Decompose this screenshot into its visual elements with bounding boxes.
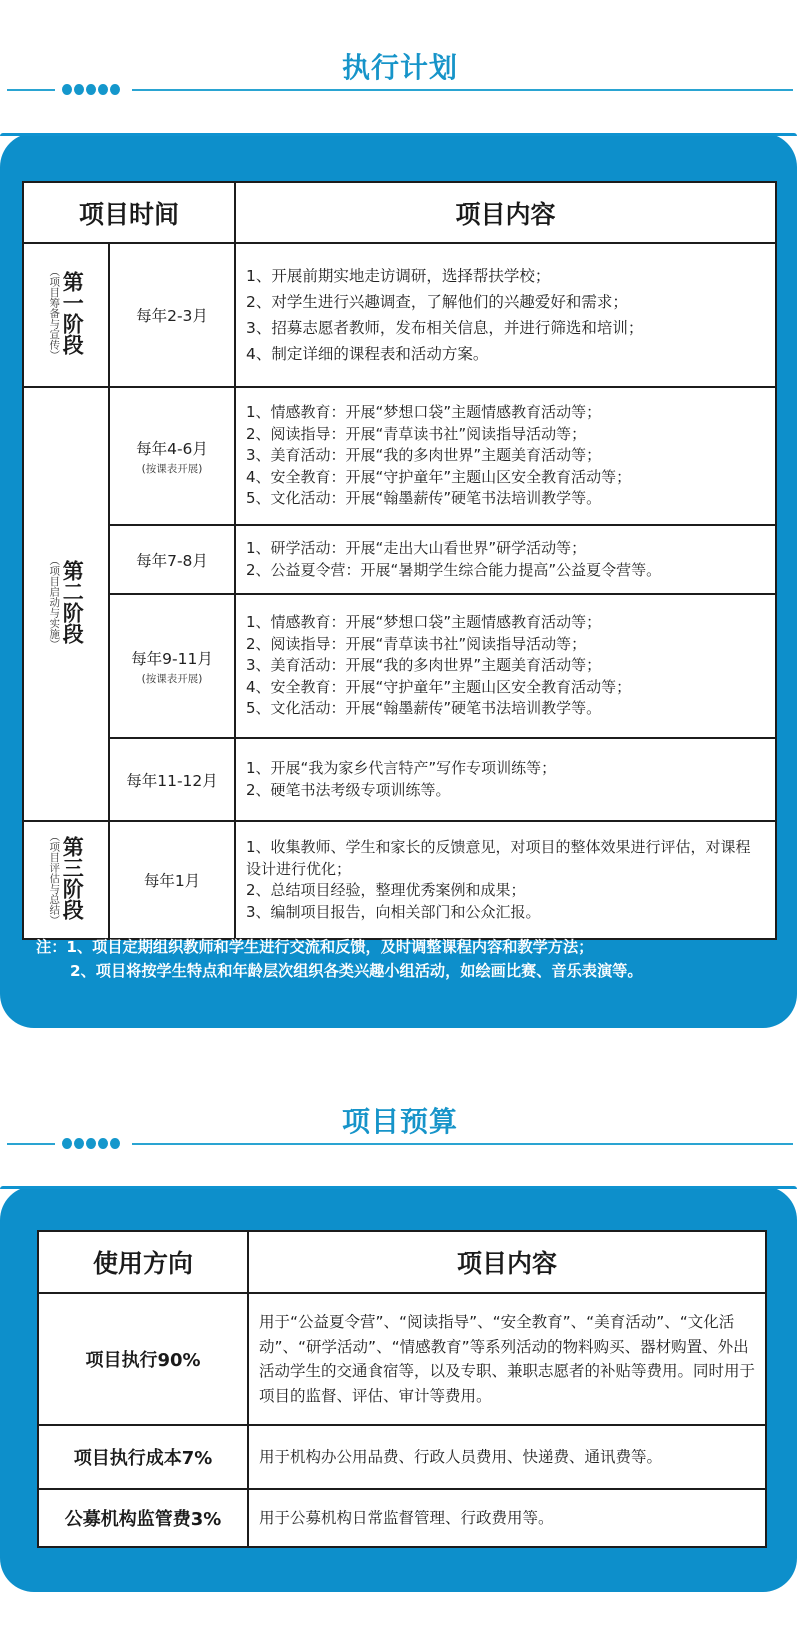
budget-table [37, 1230, 767, 1548]
time-label: 每年4-6月 [136, 439, 208, 458]
time-cell [109, 738, 235, 821]
time-cell [109, 594, 235, 738]
stage-subtitle: （项目启动与实施） [48, 554, 61, 650]
content-item: 2、阅读指导：开展“青草读书社”阅读指导活动等； [246, 424, 587, 443]
header-project-content: 项目内容 [235, 182, 776, 243]
content-item: 2、阅读指导：开展“青草读书社”阅读指导活动等； [246, 634, 587, 653]
table-row [23, 387, 776, 525]
note-1: 注：1、项目定期组织教师和学生进行交流和反馈，及时调整课程内容和教学方法； [36, 938, 594, 956]
content-item: 1、研学活动：开展“走出大山看世界”研学活动等； [246, 539, 587, 557]
stage-cell-3 [23, 821, 109, 939]
stage-name: 第二阶段 [60, 560, 85, 644]
content-item: 1、收集教师、学生和家长的反馈意见，对项目的整体效果进行评估，对课程设计进行优化； [246, 838, 751, 878]
budget-description: 用于“公益夏令营”、“阅读指导”、“安全教育”、“美育活动”、“文化活动”、“研学活动”、“情感教育”等系列活动的物料购买、器材购置、外出活动学生的交通食宿等，以及专职、兼职志愿者的补贴等费用。同时用于项目的监督、评估、审计等费用。 [248, 1293, 766, 1425]
stage-cell-1 [23, 243, 109, 387]
content-item: 5、文化活动：开展“翰墨薪传”硬笔书法培训教学等。 [246, 489, 602, 508]
content-item: 3、招募志愿者教师，发布相关信息，并进行筛选和培训； [246, 319, 644, 337]
table-row [38, 1293, 766, 1425]
divider-line-right [132, 89, 793, 91]
time-label: 每年1月 [143, 872, 201, 890]
time-label: 每年2-3月 [136, 307, 208, 325]
content-item: 3、美育活动：开展“我的多肉世界”主题美育活动等； [246, 656, 602, 675]
table-row [23, 821, 776, 939]
table-row [23, 525, 776, 594]
content-item: 4、安全教育：开展“守护童年”主题山区安全教育活动等； [246, 467, 632, 486]
content-cell [235, 387, 776, 525]
plan-title-divider [0, 84, 800, 96]
content-item: 1、情感教育：开展“梦想口袋”主题情感教育活动等； [246, 613, 602, 632]
plan-section-title: 执行计划 [341, 51, 458, 84]
content-cell [235, 738, 776, 821]
header-project-time: 项目时间 [23, 182, 235, 243]
time-cell [109, 525, 235, 594]
time-cell [109, 387, 235, 525]
content-item: 3、美育活动：开展“我的多肉世界”主题美育活动等； [246, 446, 602, 465]
content-cell [235, 243, 776, 387]
stage-subtitle: （项目评估与总结） [48, 830, 61, 926]
table-row [38, 1425, 766, 1489]
budget-table-header-row [38, 1231, 766, 1293]
divider-dots-icon [62, 1138, 120, 1149]
table-row [23, 594, 776, 738]
content-item: 1、情感教育：开展“梦想口袋”主题情感教育活动等； [246, 403, 602, 422]
content-item: 1、开展前期实地走访调研，选择帮扶学校； [246, 267, 551, 285]
content-item: 1、开展“我为家乡代言特产”写作专项训练等； [246, 759, 557, 777]
plan-notes [36, 935, 643, 983]
plan-table [22, 181, 777, 940]
content-item: 5、文化活动：开展“翰墨薪传”硬笔书法培训教学等。 [246, 699, 602, 718]
note-2: 2、项目将按学生特点和年龄层次组织各类兴趣小组活动，如绘画比赛、音乐表演等。 [70, 962, 643, 980]
stage-subtitle: （项目筹备与宣传） [48, 265, 61, 361]
table-row [23, 243, 776, 387]
header-usage-direction: 使用方向 [38, 1231, 248, 1293]
content-item: 2、硬笔书法考级专项训练等。 [246, 780, 451, 799]
stage-name: 第一阶段 [60, 271, 85, 355]
divider-dots-icon [62, 84, 120, 95]
budget-direction: 项目执行成本7% [38, 1425, 248, 1489]
content-item: 2、公益夏令营：开展“暑期学生综合能力提高”公益夏令营等。 [246, 560, 662, 579]
table-row [23, 738, 776, 821]
time-cell [109, 821, 235, 939]
budget-panel [0, 1186, 797, 1592]
content-item: 2、对学生进行兴趣调查，了解他们的兴趣爱好和需求； [246, 293, 628, 311]
divider-line-left [7, 1143, 55, 1145]
budget-title-divider [0, 1138, 800, 1150]
content-item: 4、制定详细的课程表和活动方案。 [246, 345, 489, 363]
budget-section-title: 项目预算 [341, 1105, 458, 1138]
budget-description: 用于公募机构日常监督管理、行政费用等。 [248, 1489, 766, 1547]
budget-description: 用于机构办公用品费、行政人员费用、快递费、通讯费等。 [248, 1425, 766, 1489]
time-label: 每年11-12月 [126, 771, 218, 790]
divider-line-left [7, 89, 55, 91]
divider-line-right [132, 1143, 793, 1145]
budget-direction: 项目执行90% [38, 1293, 248, 1425]
content-cell [235, 821, 776, 939]
time-cell [109, 243, 235, 387]
content-cell [235, 594, 776, 738]
table-row [38, 1489, 766, 1547]
time-label: 每年7-8月 [136, 551, 208, 570]
content-cell [235, 525, 776, 594]
time-note: (按课表开展) [141, 462, 203, 475]
stage-cell-2 [23, 387, 109, 821]
content-item: 4、安全教育：开展“守护童年”主题山区安全教育活动等； [246, 677, 632, 696]
plan-panel [0, 133, 797, 1028]
stage-name: 第三阶段 [60, 836, 85, 920]
time-label: 每年9-11月 [131, 649, 213, 668]
budget-direction: 公募机构监管费3% [38, 1489, 248, 1547]
plan-table-header-row [23, 182, 776, 243]
content-item: 2、总结项目经验，整理优秀案例和成果； [246, 881, 526, 899]
header-project-content: 项目内容 [248, 1231, 766, 1293]
time-note: (按课表开展) [141, 672, 203, 685]
content-item: 3、编制项目报告，向相关部门和公众汇报。 [246, 902, 541, 921]
